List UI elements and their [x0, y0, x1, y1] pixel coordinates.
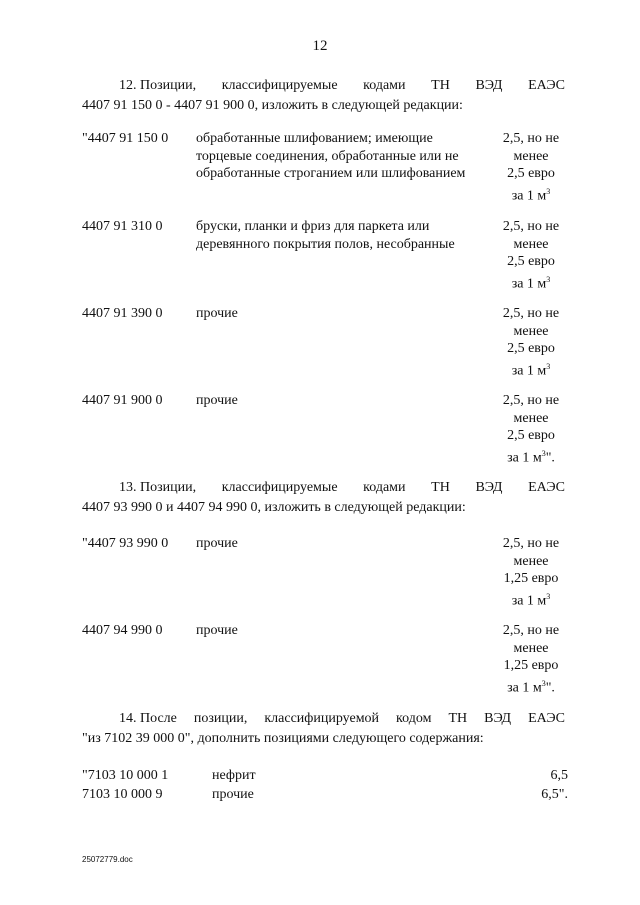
word: позиции, [193, 711, 248, 726]
duty-rate [494, 392, 568, 467]
tnved-code: "4407 93 990 0 [82, 536, 169, 551]
rate-line: 2,5, но не [502, 306, 560, 321]
rate-line: менее [513, 553, 549, 569]
tnved-code: 4407 91 390 0 [82, 306, 163, 321]
rate-line: менее [513, 640, 549, 656]
rate-unit: за 1 $м^3$". [507, 448, 555, 466]
goods-description: нефрит [212, 768, 256, 783]
rate-line: 2,5, но не [502, 393, 560, 408]
section-12-intro-line2: 4407 91 150 0 - 4407 91 900 0, изложить в следующей редакции: [82, 98, 463, 113]
word: ТН [431, 78, 450, 93]
rate-line: 2,5, но не [502, 131, 560, 146]
section-13-intro-line1 [82, 478, 565, 498]
word: ВЭД [484, 711, 512, 726]
goods-description: прочие [196, 306, 238, 321]
page-number: 12 [312, 38, 328, 54]
word: ТН [448, 711, 468, 726]
goods-description: прочие [196, 393, 238, 408]
word: ЕАЭС [528, 480, 565, 495]
tnved-code: "7103 10 000 1 [82, 768, 169, 783]
rate-line: менее [513, 236, 549, 252]
document-filename: 25072779.doc [82, 855, 133, 864]
tnved-code: 7103 10 000 9 [82, 787, 163, 802]
section-14-intro-line2: "из 7102 39 000 0", дополнить позициями следующего содержания: [82, 731, 484, 746]
word: 12. Позиции, [119, 78, 197, 93]
goods-description: бруски, планки и фриз для паркета или деревянного покрытия полов, несобранные [196, 219, 455, 252]
rate-line: менее [513, 323, 549, 339]
word: ВЭД [475, 78, 503, 93]
goods-description: прочие [196, 623, 238, 638]
tnved-code: 4407 91 310 0 [82, 219, 163, 234]
rate-line: 2,5 евро [507, 428, 555, 443]
rate-unit: за 1 $м^3$ [511, 274, 551, 292]
duty-rate [494, 218, 568, 293]
duty-rate: 6,5 [550, 768, 568, 783]
duty-rate [494, 130, 568, 205]
rate-unit: за 1 $м^3$ [511, 361, 551, 379]
duty-rate: 6,5". [541, 787, 568, 802]
section-14-intro [82, 709, 565, 749]
duty-rate [494, 622, 568, 697]
word: ВЭД [475, 480, 503, 495]
word: классифицируемые [221, 480, 338, 495]
goods-description: прочие [196, 536, 238, 551]
word: ТН [431, 480, 450, 495]
rate-line: 2,5, но не [502, 536, 560, 551]
tnved-code: 4407 91 900 0 [82, 393, 163, 408]
word: 14. После [119, 711, 177, 726]
word: 13. Позиции, [119, 480, 197, 495]
rate-line: 2,5, но не [502, 219, 560, 234]
section-12-intro-line1 [82, 76, 565, 96]
duty-rate [494, 535, 568, 610]
word: ЕАЭС [528, 711, 565, 726]
word: классифицируемой [264, 711, 380, 726]
word: кодами [363, 480, 406, 495]
section-14-intro-line1 [82, 709, 565, 729]
rate-line: 1,25 евро [503, 571, 559, 586]
tnved-code: "4407 91 150 0 [82, 131, 169, 146]
word: кодом [396, 711, 432, 726]
rate-line: 2,5 евро [507, 166, 555, 181]
rate-line: менее [513, 410, 549, 426]
rate-unit: за 1 $м^3$ [511, 591, 551, 609]
tnved-code: 4407 94 990 0 [82, 623, 163, 638]
rate-line: 2,5, но не [502, 623, 560, 638]
word: ЕАЭС [528, 78, 565, 93]
rate-line: 1,25 евро [503, 658, 559, 673]
rate-unit: за 1 $м^3$ [511, 186, 551, 204]
goods-description: прочие [212, 787, 254, 802]
rate-line: 2,5 евро [507, 254, 555, 269]
section-13-intro [82, 478, 565, 518]
rate-line: 2,5 евро [507, 341, 555, 356]
duty-rate [494, 305, 568, 380]
section-13-intro-line2: 4407 93 990 0 и 4407 94 990 0, изложить в следующей редакции: [82, 500, 466, 515]
rate-unit: за 1 $м^3$". [507, 678, 555, 696]
goods-description: обработанные шлифованием; имеющие торцевые соединения, обработанные или не обработанные строганием или шлифованием [196, 131, 466, 181]
word: кодами [363, 78, 406, 93]
section-12-intro [82, 76, 565, 116]
rate-line: менее [513, 148, 549, 164]
word: классифицируемые [221, 78, 338, 93]
